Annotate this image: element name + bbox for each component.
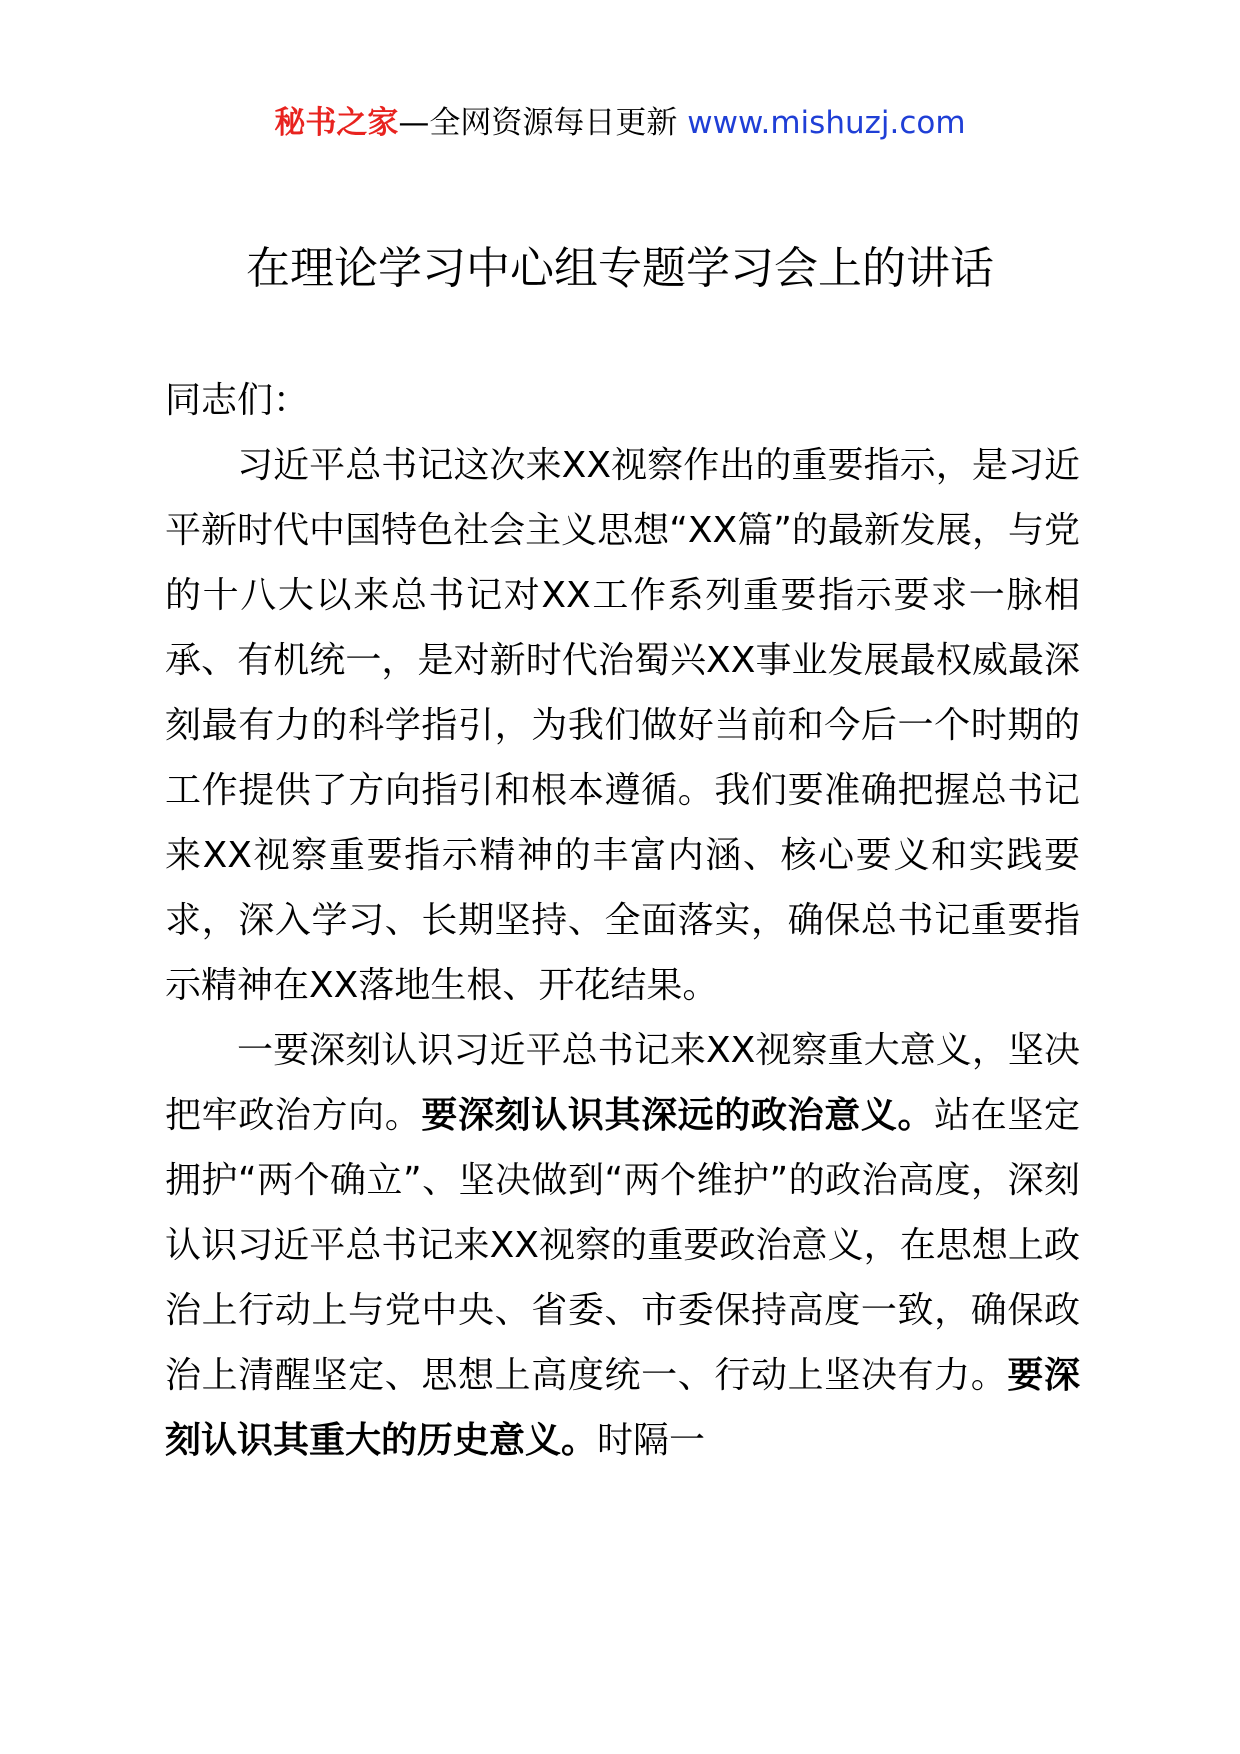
paragraph-2-lead: 一要深刻认识习近平总书记来XX视察重大意义，坚决把牢政治方向。	[165, 1030, 1080, 1136]
document-title: 在理论学习中心组专题学习会上的讲话	[246, 243, 994, 294]
site-brand: 秘书之家	[274, 105, 399, 141]
paragraph-2-text-1: 站在坚定拥护“两个确立”、坚决做到“两个维护”的政治高度，深刻认识习近平总书记来XX视察的重要政治意义，在思想上政治上行动上与党中央、省委、市委保持高度一致，确保政治上清醒坚定、思想上高度统一、行动上坚决有力。	[165, 1095, 1080, 1396]
site-url-link[interactable]: www.mishuzj.com	[687, 105, 966, 141]
paragraph-1: 习近平总书记这次来XX视察作出的重要指示，是习近平新时代中国特色社会主义思想“XX篇”的最新发展，与党的十八大以来总书记对XX工作系列重要指示要求一脉相承、有机统一，是对新时代治蜀兴XX事业发展最权威最深刻最有力的科学指引，为我们做好当前和今后一个时期的工作提供了方向指引和根本遵循。我们要准确把握总书记来XX视察重要指示精神的丰富内涵、核心要义和实践要求，深入学习、长期坚持、全面落实，确保总书记重要指示精神在XX落地生根、开花结果。	[165, 445, 1080, 1006]
document-body	[165, 368, 1080, 1473]
paragraph-2-text-2: 时隔一	[597, 1420, 706, 1461]
paragraph-2-bold-2: 要深刻认识其重大的历史意义。	[165, 1355, 1080, 1461]
site-header	[0, 100, 1240, 146]
paragraph-2	[165, 1018, 1080, 1473]
paragraph-2-bold-1: 要深刻认识其深远的政治意义。	[421, 1095, 935, 1136]
site-tagline: —全网资源每日更新	[398, 105, 688, 141]
salutation: 同志们：	[165, 380, 310, 421]
